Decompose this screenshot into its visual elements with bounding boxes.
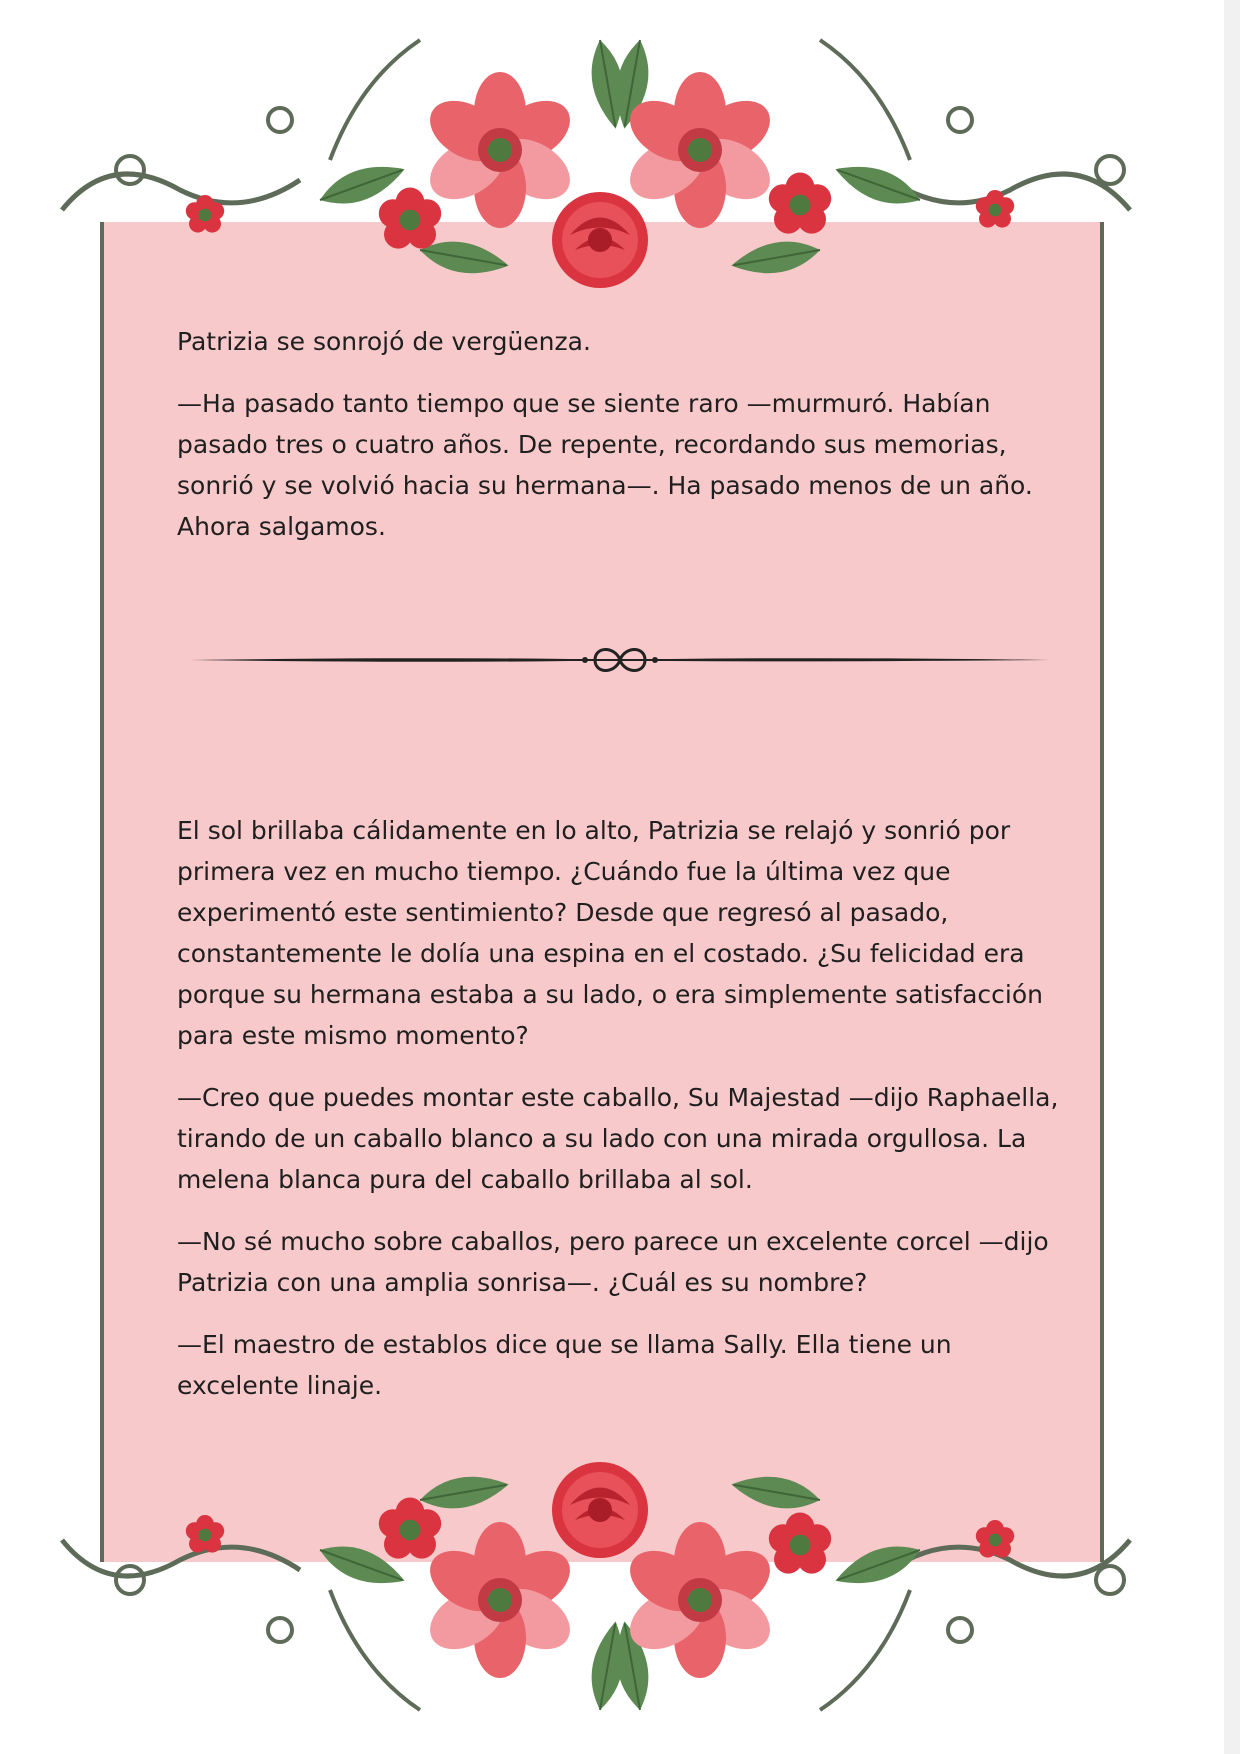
paragraph: —Ha pasado tanto tiempo que se siente raro —murmuró. Habían pasado tres o cuatro años. De repente, recordando sus memorias, sonrió y se volvió hacia su hermana—. Ha pasado menos de un año. Ahora salgamos. bbox=[177, 389, 1033, 541]
paragraph: El sol brillaba cálidamente en lo alto, Patrizia se relajó y sonrió por primera vez en mucho tiempo. ¿Cuándo fue la última vez que experimentó este sentimiento? Desde que regresó al pasado, constantemente le dolía una espina en el costado. ¿Su felicidad era porque su hermana estaba a su lado, o era simplemente satisfacción para este mismo momento? bbox=[177, 816, 1043, 1050]
top-floral-ornament bbox=[62, 37, 1130, 288]
text-block-top bbox=[177, 321, 1067, 568]
scroll-divider-ornament bbox=[190, 640, 1050, 680]
paragraph: —Creo que puedes montar este caballo, Su Majestad —dijo Raphaella, tirando de un caballo blanco a su lado con una mirada orgullosa. La melena blanca pura del caballo brillaba al sol. bbox=[177, 1083, 1059, 1194]
paragraph: Patrizia se sonrojó de vergüenza. bbox=[177, 327, 591, 356]
text-block-bottom bbox=[177, 810, 1067, 1427]
bottom-floral-ornament bbox=[62, 1462, 1130, 1713]
paragraph: —No sé mucho sobre caballos, pero parece un excelente corcel —dijo Patrizia con una amplia sonrisa—. ¿Cuál es su nombre? bbox=[177, 1227, 1049, 1297]
paragraph: —El maestro de establos dice que se llama Sally. Ella tiene un excelente linaje. bbox=[177, 1330, 952, 1400]
